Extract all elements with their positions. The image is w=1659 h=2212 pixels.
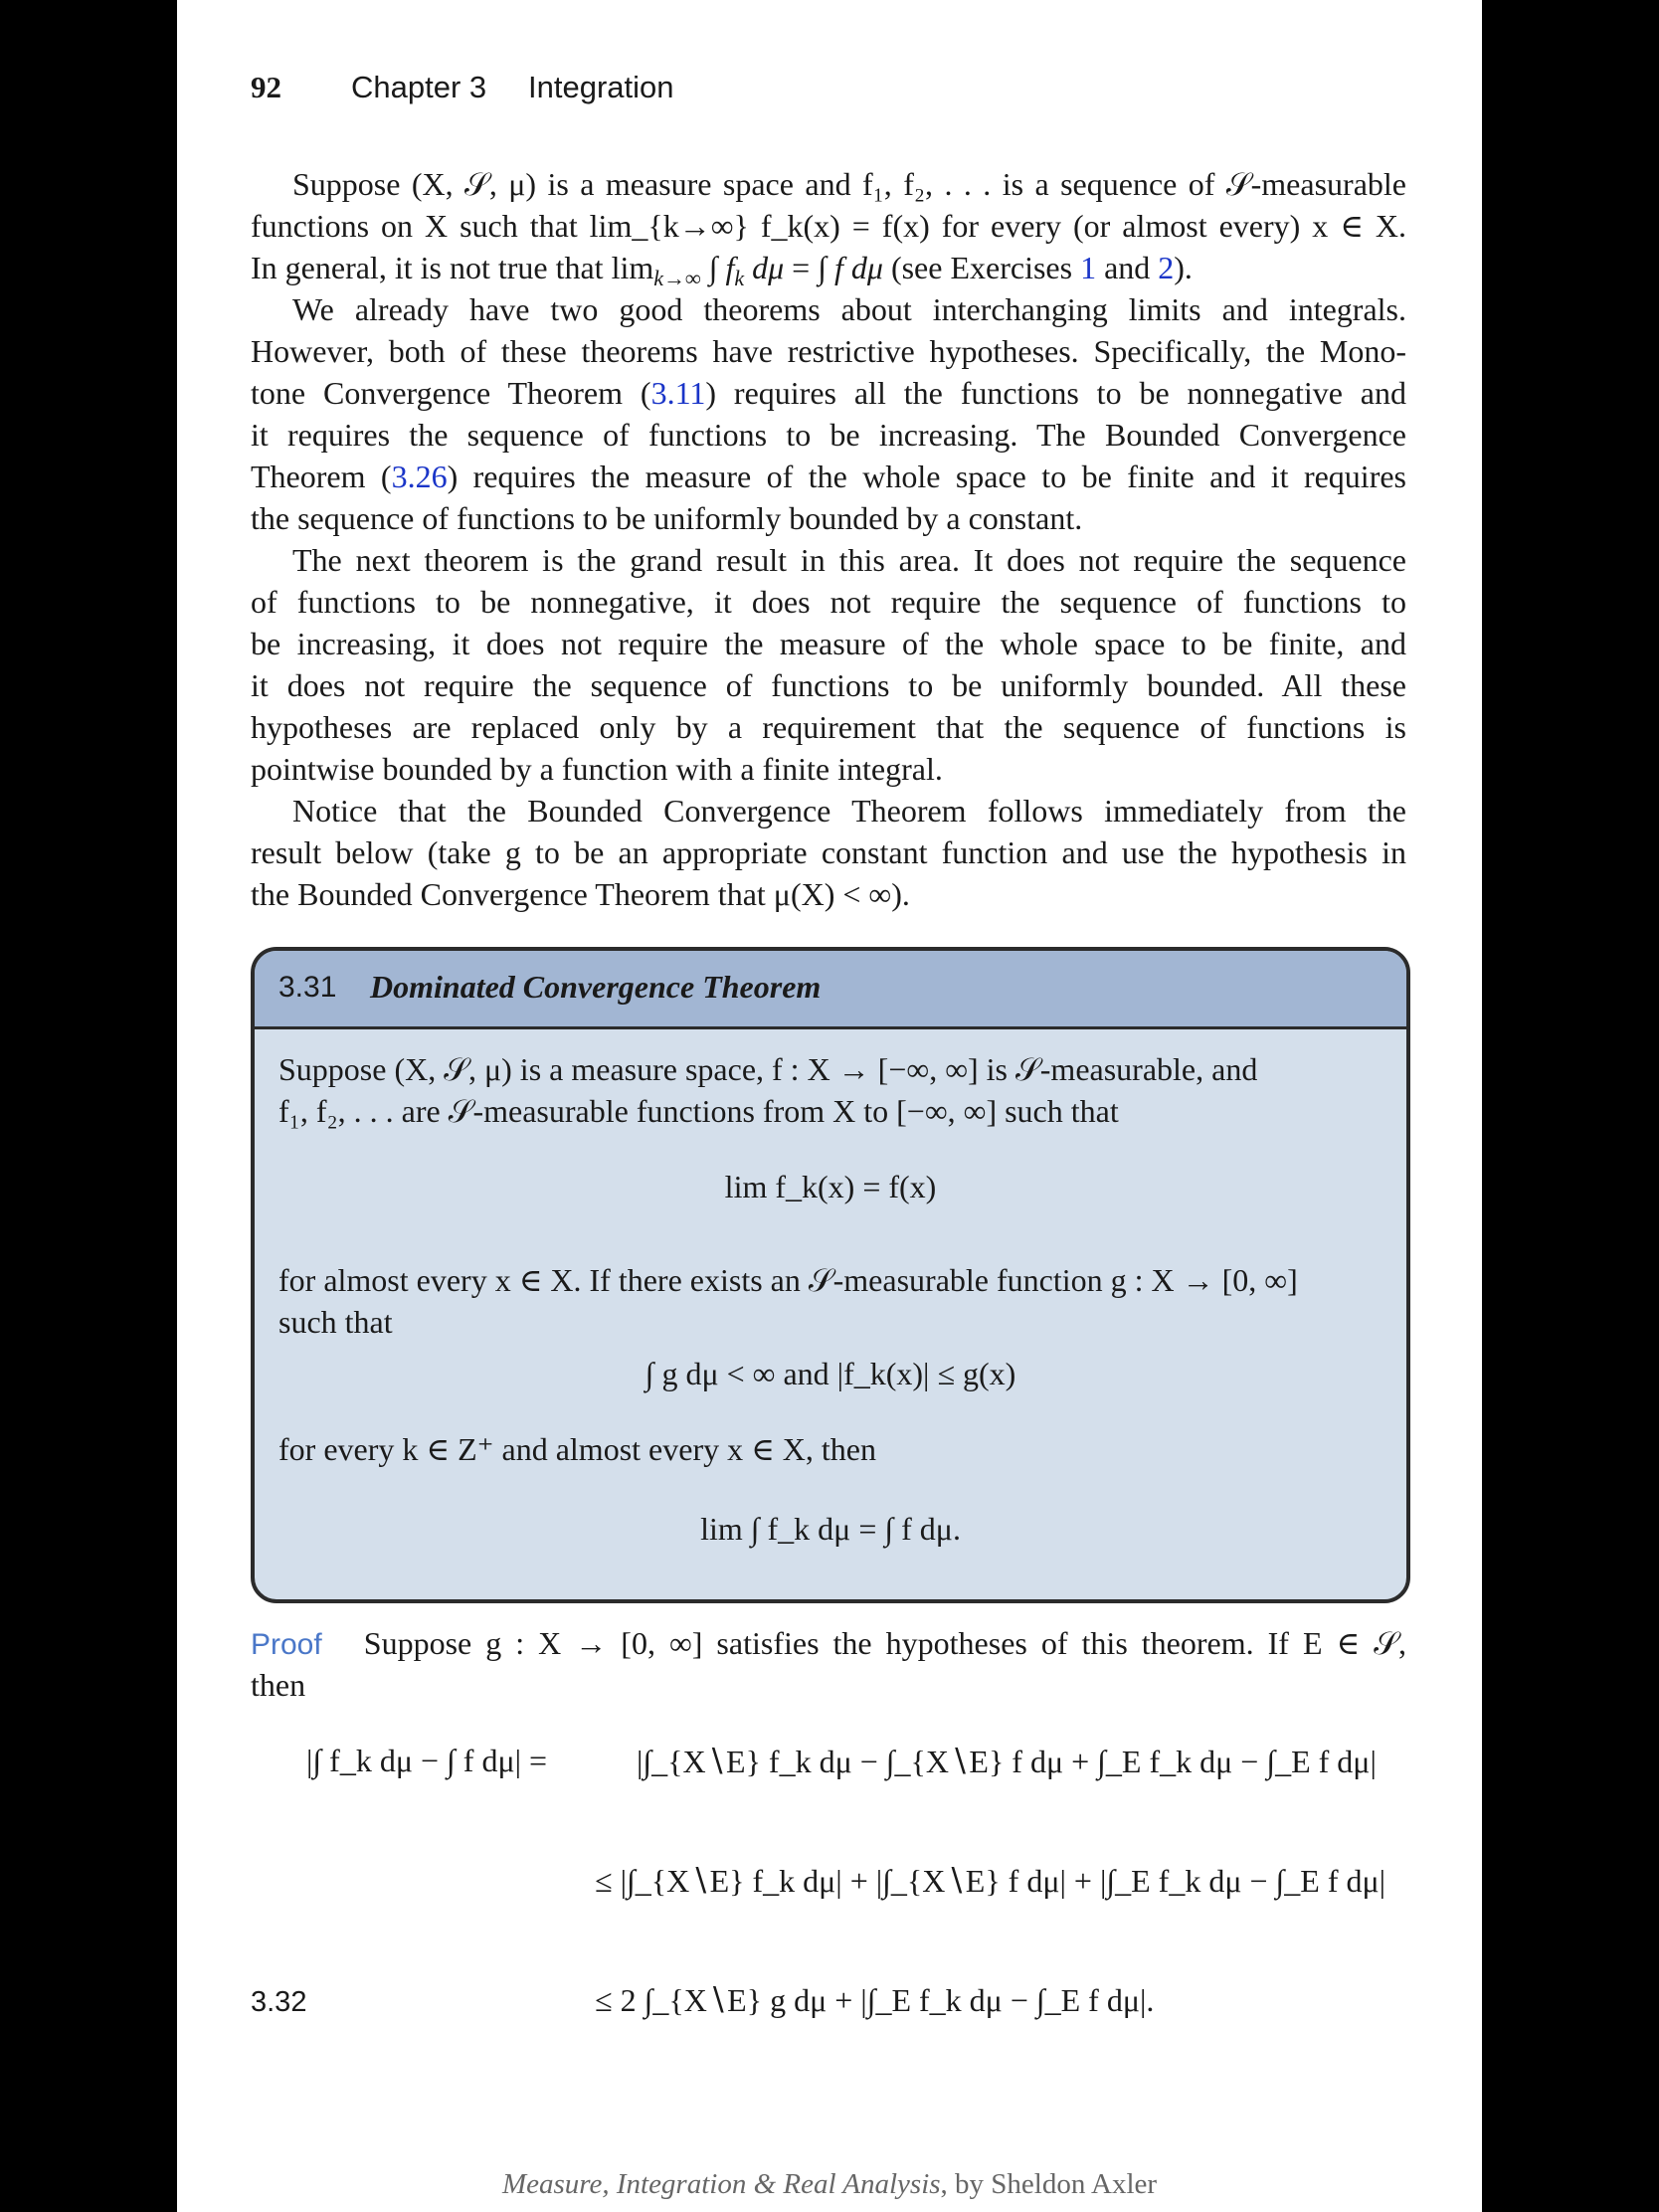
exercise-1-link[interactable]: 1 xyxy=(1080,250,1097,285)
para4-line2: result below (take g to be an appropriate constant function and use the hypothesis in xyxy=(251,834,1406,870)
exercise-2-link[interactable]: 2 xyxy=(1158,250,1175,285)
para4-line3: the Bounded Convergence Theorem that μ(X) < ∞). xyxy=(251,876,910,912)
page-footer xyxy=(177,2168,1482,2201)
mct-link[interactable]: 3.11 xyxy=(650,375,706,411)
book-author: , by Sheldon Axler xyxy=(940,2168,1158,2200)
proof-eq-row2: ≤ |∫_{X∖E} f_k dμ| + |∫_{X∖E} f dμ| + |∫_E f_k dμ − ∫_E f dμ| xyxy=(595,1863,1386,1899)
para2-line2: However, both of these theorems have restrictive hypotheses. Specifically, the Mono- xyxy=(251,333,1406,369)
para1-line3: In general, it is not true that $\lim_{k\to\infty}$ ∫ $f_k$ dμ = ∫ f dμ (see Exercises 1 and 2). xyxy=(251,250,1193,290)
bct-link[interactable]: 3.26 xyxy=(391,459,448,494)
para2-line3: tone Convergence Theorem (3.11) requires all the functions to be nonnegative and xyxy=(251,375,1407,411)
proof-label: Proof xyxy=(251,1628,322,1661)
para2-line6: the sequence of functions to be uniformly bounded by a constant. xyxy=(251,500,1083,536)
para3-line4: it does not require the sequence of functions to be uniformly bounded. All these xyxy=(251,667,1406,703)
theorem-line4: such that xyxy=(278,1304,393,1340)
para3-line6: pointwise bounded by a function with a finite integral. xyxy=(251,751,943,787)
theorem-line5: for every k ∈ Z⁺ and almost every x ∈ X, then xyxy=(278,1431,876,1467)
para4-line1: Notice that the Bounded Convergence Theorem follows immediately from the xyxy=(292,793,1406,829)
page-number: 92 xyxy=(251,70,281,104)
equation-label: 3.32 xyxy=(251,1986,307,2018)
theorem-eq1: lim f_k(x) = f(x) xyxy=(724,1169,937,1204)
proof-eq-row1-left: |∫ f_k dμ − ∫ f dμ| = xyxy=(306,1743,548,1778)
theorem-header xyxy=(255,951,1406,1029)
proof-line1 xyxy=(251,1622,1406,1666)
book-title: Measure, Integration & Real Analysis xyxy=(501,2168,941,2200)
proof-eq-row1-right: |∫_{X∖E} f_k dμ − ∫_{X∖E} f dμ + ∫_E f_k dμ − ∫_E f dμ| xyxy=(637,1744,1377,1779)
theorem-eq2: ∫ g dμ < ∞ and |f_k(x)| ≤ g(x) xyxy=(645,1356,1016,1391)
para2-line5: Theorem (3.26) requires the measure of the whole space to be finite and it requires xyxy=(251,459,1407,494)
chapter-title: Integration xyxy=(528,70,674,104)
proof-text: Suppose g : X → [0, ∞] satisfies the hypotheses of this theorem. If E ∈ 𝒮, xyxy=(363,1625,1406,1661)
chapter-label: Chapter 3 xyxy=(351,70,487,104)
theorem-eq3: lim ∫ f_k dμ = ∫ f dμ. xyxy=(700,1511,961,1547)
theorem-box xyxy=(251,947,1410,1603)
theorem-name: Dominated Convergence Theorem xyxy=(370,969,822,1005)
para3-line2: of functions to be nonnegative, it does not require the sequence of functions to xyxy=(251,584,1406,620)
theorem-line2: f₁, f₂, . . . are 𝒮-measurable functions from X to [−∞, ∞] such that xyxy=(278,1093,1119,1129)
para3-line3: be increasing, it does not require the measure of the whole space to be finite, and xyxy=(251,626,1406,661)
para3-line1: The next theorem is the grand result in this area. It does not require the sequence xyxy=(292,542,1406,578)
proof-eq-row3: ≤ 2 ∫_{X∖E} g dμ + |∫_E f_k dμ − ∫_E f dμ|. xyxy=(595,1982,1155,2018)
para3-line5: hypotheses are replaced only by a requirement that the sequence of functions is xyxy=(251,709,1406,745)
theorem-line1: Suppose (X, 𝒮, μ) is a measure space, f : X → [−∞, ∞] is 𝒮-measurable, and xyxy=(278,1051,1258,1087)
para1-line2: functions on X such that lim_{k→∞} f_k(x) = f(x) for every (or almost every) x ∈ X. xyxy=(251,208,1406,244)
theorem-line3: for almost every x ∈ X. If there exists an 𝒮-measurable function g : X → [0, ∞] xyxy=(278,1262,1298,1298)
para1-line1: Suppose (X, 𝒮, μ) is a measure space and f₁, f₂, . . . is a sequence of 𝒮-measurable xyxy=(292,166,1406,202)
theorem-number: 3.31 xyxy=(278,971,337,1004)
para2-line1: We already have two good theorems about interchanging limits and integrals. xyxy=(292,291,1406,327)
book-page xyxy=(177,0,1482,2212)
proof-line2: then xyxy=(251,1667,306,1703)
para2-line4: it requires the sequence of functions to be increasing. The Bounded Convergence xyxy=(251,417,1406,453)
